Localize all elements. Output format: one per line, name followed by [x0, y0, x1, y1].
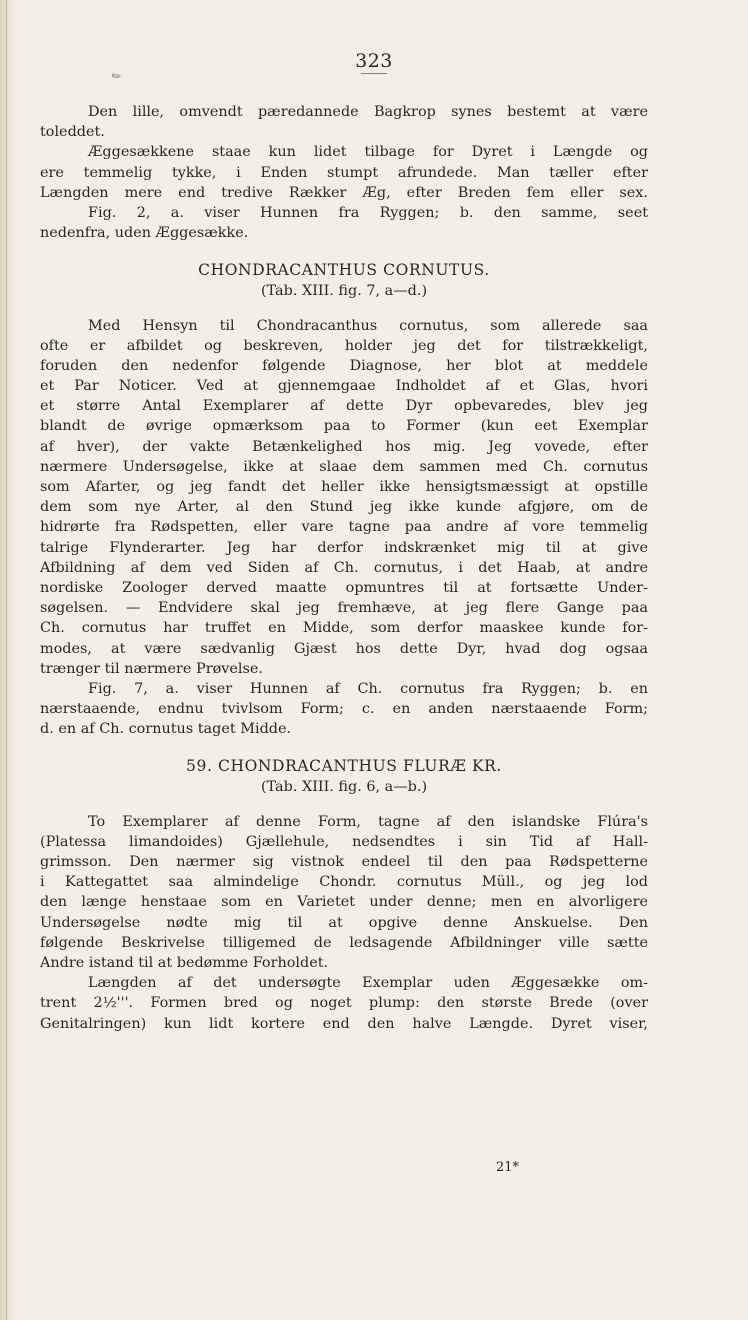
signature-mark: 21* — [496, 1160, 520, 1175]
species-heading-flurae: 59. CHONDRACANTHUS FLURÆ KR. — [186, 757, 502, 776]
text-line: To Exemplarer af denne Form, tagne af den islandske Flúra's — [88, 813, 648, 830]
text-line: modes, at være sædvanlig Gjæst hos dette Dyr, hvad dog ogsaa — [40, 640, 648, 657]
paragraph-fig2 — [40, 203, 648, 243]
text-line: Ch. cornutus har truffet en Midde, som derfor maaskee kunde for- — [40, 620, 648, 637]
text-line: Længden mere end tredive Rækker Æg, efter Breden fem eller sex. — [40, 184, 648, 201]
text-line: Afbildning af dem ved Siden af Ch. cornutus, i det Haab, at andre — [40, 559, 648, 576]
text-line: (Platessa limandoides) Gjællehule, nedsendtes i sin Tid af Hall- — [40, 833, 648, 850]
text-line: Længden af det undersøgte Exemplar uden Æggesække om- — [88, 975, 648, 992]
paragraph-bagkrop — [40, 102, 648, 142]
text-line: Fig. 7, a. viser Hunnen af Ch. cornutus fra Ryggen; b. en — [88, 680, 648, 697]
text-line: af hver), der vakte Betænkelighed hos mig. Jeg vovede, efter — [40, 438, 648, 455]
text-line: toleddet. — [40, 124, 105, 141]
text-line: nærstaaende, endnu tvivlsom Form; c. en anden nærstaaende Form; — [40, 701, 648, 718]
text-line: et større Antal Exemplarer af dette Dyr opbevaredes, blev jeg — [40, 398, 648, 415]
text-line: Andre istand til at bedømme Forholdet. — [40, 954, 329, 971]
text-line: Genitalringen) kun lidt kortere end den halve Længde. Dyret viser, — [40, 1015, 648, 1032]
text-line: dem som nye Arter, al den Stund jeg ikke kunde afgjøre, om de — [40, 499, 648, 516]
text-line: følgende Beskrivelse tilligemed de ledsagende Afbildninger ville sætte — [40, 934, 648, 951]
text-line: et Par Noticer. Ved at gjennemgaae Indholdet af et Glas, hvori — [40, 378, 648, 395]
text-line: ere temmelig tykke, i Enden stumpt afrundede. Man tæller efter — [40, 164, 648, 181]
page-text — [40, 102, 648, 1034]
paragraph-laengden — [40, 973, 648, 1034]
plate-reference: (Tab. XIII. fig. 7, a—d.) — [260, 283, 428, 300]
text-line: Fig. 2, a. viser Hunnen fra Ryggen; b. den samme, seet — [88, 204, 648, 221]
species-heading-cornutus: CHONDRACANTHUS CORNUTUS. — [198, 261, 490, 280]
text-line: d. en af Ch. cornutus taget Midde. — [40, 721, 292, 738]
paragraph-aeggesaekkene — [40, 142, 648, 203]
text-line: trent 2½'''. Formen bred og noget plump: den største Brede (over — [40, 995, 648, 1012]
text-line: søgelsen. — Endvidere skal jeg fremhæve, at jeg flere Gange paa — [40, 600, 648, 617]
text-line: talrige Flynderarter. Jeg har derfor indskrænket mig til at give — [40, 539, 648, 556]
text-line: den længe henstaae som en Varietet under denne; men en alvorligere — [40, 894, 648, 911]
text-line: Undersøgelse nødte mig til at opgive denne Anskuelse. Den — [40, 914, 648, 931]
text-line: Den lille, omvendt pæredannede Bagkrop synes bestemt at være — [88, 104, 648, 120]
paragraph-fig7 — [40, 679, 648, 740]
text-line: nedenfra, uden Æggesække. — [40, 225, 249, 242]
text-line: ofte er afbildet og beskreven, holder jeg det for tilstrækkeligt, — [40, 337, 648, 354]
text-line: trænger til nærmere Prøvelse. — [40, 660, 263, 677]
paragraph-flurae — [40, 812, 648, 974]
paragraph-cornutus — [40, 316, 648, 679]
plate-reference: (Tab. XIII. fig. 6, a—b.) — [260, 779, 428, 796]
text-line: grimsson. Den nærmer sig vistnok endeel til den paa Rødspetterne — [40, 854, 648, 870]
text-line: hidrørte fra Rødspetten, eller vare tagne paa andre af vore temmelig — [40, 519, 648, 536]
text-line: nærmere Undersøgelse, ikke at slaae dem sammen med Ch. cornutus — [40, 458, 648, 475]
text-line: foruden den nedenfor følgende Diagnose, her blot at meddele — [40, 357, 648, 374]
text-line: Æggesækkene staae kun lidet tilbage for Dyret i Længde og — [88, 144, 648, 161]
text-line: i Kattegattet saa almindelige Chondr. cornutus Müll., og jeg lod — [40, 874, 648, 891]
text-line: nordiske Zoologer derved maatte opmuntres til at fortsætte Under- — [40, 579, 648, 596]
text-line: blandt de øvrige opmærksom paa to Former (kun eet Exemplar — [40, 418, 648, 435]
text-line: Med Hensyn til Chondracanthus cornutus, som allerede saa — [88, 317, 648, 334]
page-number: 323 — [0, 50, 748, 74]
book-spine-shadow — [0, 0, 14, 1320]
text-line: som Afarter, og jeg fandt det heller ikke hensigtsmæssigt at opstille — [40, 479, 648, 495]
pencil-mark: ✎ — [109, 68, 125, 85]
